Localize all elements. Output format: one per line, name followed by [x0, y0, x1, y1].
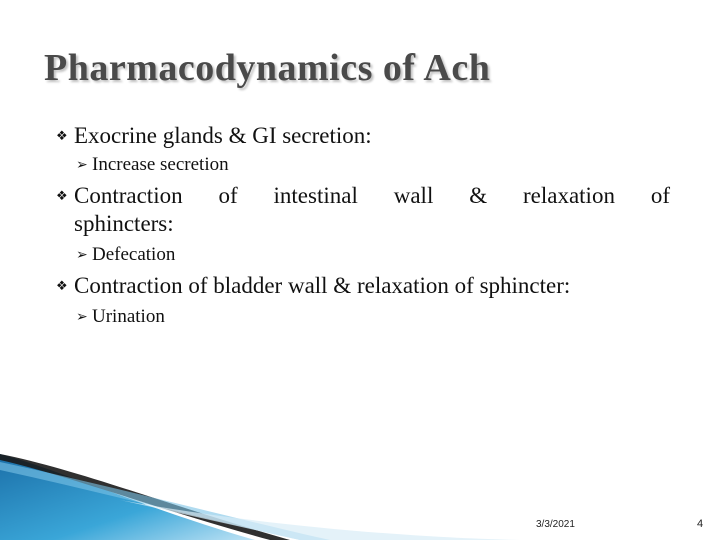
bullet-3: [56, 272, 570, 300]
sub-bullet-1: [76, 154, 229, 177]
diamond-bullet-icon: ❖: [56, 188, 68, 203]
bullet-2-continued: [74, 210, 174, 238]
slide-title: Pharmacodynamics of Ach: [44, 47, 491, 89]
footer-date: 3/3/2021: [536, 519, 575, 530]
decorative-wave: [0, 440, 720, 540]
arrow-bullet-icon: ➢: [76, 158, 88, 173]
sub-bullet-3-text: Urination: [92, 306, 165, 327]
page-number: 4: [697, 518, 704, 530]
bullet-1: [56, 122, 372, 150]
sub-bullet-1-text: Increase secretion: [92, 154, 229, 175]
sub-bullet-2-text: Defecation: [92, 244, 176, 265]
bullet-2-line1: Contraction of intestinal wall & relaxation of: [74, 183, 670, 208]
bullet-2-line2: sphincters:: [74, 211, 174, 236]
bullet-2: [56, 182, 670, 210]
diamond-bullet-icon: ❖: [56, 278, 68, 293]
arrow-bullet-icon: ➢: [76, 248, 88, 263]
sub-bullet-2: [76, 244, 175, 267]
bullet-3-text: Contraction of bladder wall & relaxation of sphincter:: [74, 273, 571, 298]
sub-bullet-3: [76, 306, 165, 329]
bullet-1-text: Exocrine glands & GI secretion:: [74, 123, 372, 148]
arrow-bullet-icon: ➢: [76, 310, 88, 325]
diamond-bullet-icon: ❖: [56, 128, 68, 143]
